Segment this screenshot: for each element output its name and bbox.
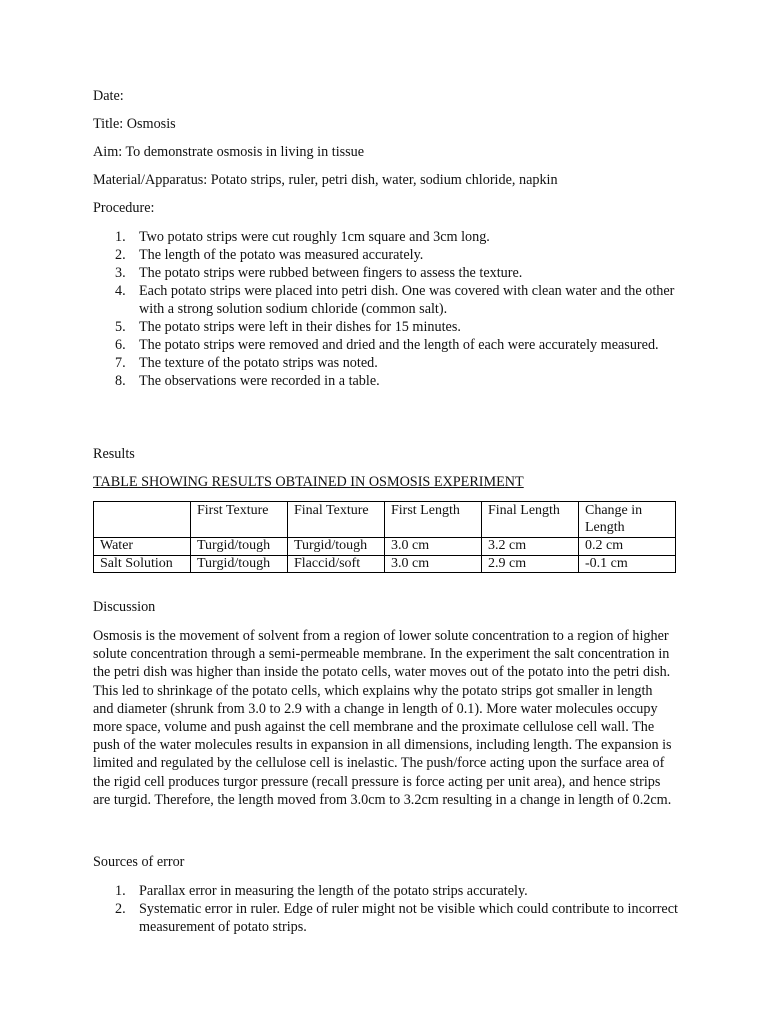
errors-list <box>93 882 683 936</box>
aim-line: Aim: To demonstrate osmosis in living in tissue <box>93 144 365 160</box>
list-item: 1. Parallax error in measuring the length of the potato strips accurately. <box>115 883 528 899</box>
table-cell: 3.0 cm <box>385 538 482 556</box>
list-item: 5. The potato strips were left in their dishes for 15 minutes. <box>115 319 461 335</box>
table-row <box>94 538 676 556</box>
list-item: 8. The observations were recorded in a table. <box>115 373 380 389</box>
list-item: 4. Each potato strips were placed into petri dish. One was covered with clean water and the other with a strong solution sodium chloride (common salt). <box>115 283 675 317</box>
column-header: First Texture <box>191 502 288 538</box>
list-item: 3. The potato strips were rubbed between fingers to assess the texture. <box>115 265 523 281</box>
procedure-list <box>93 228 683 390</box>
column-header: Change in Length <box>579 502 676 538</box>
results-heading: Results <box>93 446 135 462</box>
procedure-heading: Procedure: <box>93 200 155 216</box>
material-line: Material/Apparatus: Potato strips, ruler, petri dish, water, sodium chloride, napkin <box>93 172 558 188</box>
table-cell: -0.1 cm <box>579 555 676 573</box>
table-cell: Salt Solution <box>94 555 191 573</box>
list-item: 1. Two potato strips were cut roughly 1cm square and 3cm long. <box>115 229 490 245</box>
table-cell: 3.0 cm <box>385 555 482 573</box>
column-header <box>94 502 191 538</box>
table-cell: 2.9 cm <box>482 555 579 573</box>
table-cell: 3.2 cm <box>482 538 579 556</box>
column-header: Final Texture <box>288 502 385 538</box>
title-line: Title: Osmosis <box>93 116 176 132</box>
table-cell: Turgid/tough <box>288 538 385 556</box>
list-item: 2. Systematic error in ruler. Edge of ruler might not be visible which could contribute to incorrect measurement of potato strips. <box>115 901 678 935</box>
date-label: Date: <box>93 88 124 104</box>
results-table <box>93 501 676 573</box>
discussion-paragraph: Osmosis is the movement of solvent from a region of lower solute concentration to a region of higher solute concentration through a semi-permeable membrane. In the experiment the salt concentration in the petri dish was higher than inside the potato cells, water moves out of the potato into the petri dish. This led to shrinkage of the potato cells, which explains why the potato strips got smaller in length and diameter (shrunk from 3.0 to 2.9 with a change in length of 0.1). More water molecules occupy more space, volume and push against the cell membrane and the proximate cellulose cell wall. The push of the water molecules results in expansion in all dimensions, including length. The expansion is limited and regulated by the cellulose cell is inelastic. The push/force acting upon the surface area of the rigid cell produces turgor pressure (recall pressure is force acting per unit area), and hence strips are turgid. Therefore, the length moved from 3.0cm to 3.2cm resulting in a change in length of 0.2cm. <box>93 628 672 808</box>
table-cell: Turgid/tough <box>191 555 288 573</box>
table-row <box>94 555 676 573</box>
table-cell: Flaccid/soft <box>288 555 385 573</box>
table-cell: 0.2 cm <box>579 538 676 556</box>
list-item: 2. The length of the potato was measured accurately. <box>115 247 424 263</box>
table-header-row <box>94 502 676 538</box>
list-item: 7. The texture of the potato strips was noted. <box>115 355 378 371</box>
column-header: First Length <box>385 502 482 538</box>
list-item: 6. The potato strips were removed and dried and the length of each were accurately measured. <box>115 337 659 353</box>
table-cell: Water <box>94 538 191 556</box>
table-cell: Turgid/tough <box>191 538 288 556</box>
errors-heading: Sources of error <box>93 854 185 870</box>
discussion-heading: Discussion <box>93 599 156 615</box>
column-header: Final Length <box>482 502 579 538</box>
table-title: TABLE SHOWING RESULTS OBTAINED IN OSMOSIS EXPERIMENT <box>93 474 524 490</box>
